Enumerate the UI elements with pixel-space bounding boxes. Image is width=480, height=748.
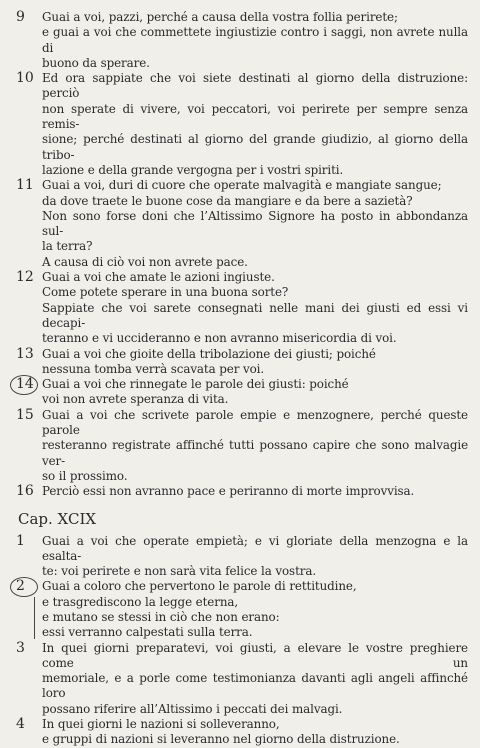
verse-line: In quei giorni preparatevi, voi giusti, a elevare le vostre preghiere come un xyxy=(42,640,468,670)
verse-line: e guai a voi che commettete ingiustizie contro i saggi, non avrete nulla di xyxy=(42,25,468,55)
verse-line: non sperate di vivere, voi peccatori, voi perirete per sempre senza remis- xyxy=(42,101,468,132)
verse-13 xyxy=(16,347,468,378)
verse-line: la terra? xyxy=(42,239,93,254)
verse-line: e trasgrediscono la legge eterna, xyxy=(42,594,239,609)
verse-line: Guai a voi che operate empietà; e vi gloriate della menzogna e la esalta- xyxy=(42,533,468,563)
verse-line: Guai a voi, pazzi, perché a causa della vostra follia perirete; xyxy=(42,10,398,24)
verse-number: 13 xyxy=(16,345,34,362)
verse-line: sione; perché destinati al giorno del grande giudizio, al giorno della tribo- xyxy=(42,132,468,162)
verse-line: Guai a voi che rinnegate le parole dei giusti: poiché xyxy=(42,377,349,392)
verse-line: nessuna tomba verrà scavata per voi. xyxy=(42,361,265,376)
verse-3 xyxy=(16,641,468,717)
chapter-title: Cap. XCIX xyxy=(18,509,97,528)
verse-9 xyxy=(16,10,468,71)
verse-number: 1 xyxy=(16,532,25,549)
verse-line: Guai a coloro che pervertono le parole di rettitudine, xyxy=(42,579,357,594)
verse-line: lazione e della grande vergogna per i vostri spiriti. xyxy=(42,162,344,177)
verse-1 xyxy=(16,534,468,580)
verse-14 xyxy=(16,377,468,408)
verse-line: Sappiate che voi sarete consegnati nelle mani dei giusti ed essi vi decapi- xyxy=(42,300,468,330)
verse-15 xyxy=(16,408,468,484)
verse-line: Come potete sperare in una buona sorte? xyxy=(42,285,289,300)
verse-line: Ed ora sappiate che voi siete destinati al giorno della distruzione: perciò xyxy=(42,71,468,101)
verse-line: memoriale, e a porle come testimonianza davanti agli angeli affinché loro xyxy=(42,671,468,701)
verse-line: Non sono forse doni che l’Altissimo Signore ha posto in abbondanza sul- xyxy=(42,208,468,239)
verse-11 xyxy=(16,178,468,270)
verse-line: Guai a voi che gioite della tribolazione dei giusti; poiché xyxy=(42,346,376,361)
verse-number: 9 xyxy=(16,9,25,25)
margin-bracket xyxy=(34,597,38,639)
verse-line: te: voi perirete e non sarà vita felice la vostra. xyxy=(42,564,316,579)
verse-line: resteranno registrate affinché tutti possano capire che sono malvagie ver- xyxy=(42,438,468,468)
verse-4 xyxy=(16,717,468,748)
verse-number-circled: 2 xyxy=(16,579,42,640)
verse-line: Guai a voi che amate le azioni ingiuste. xyxy=(42,270,275,285)
verse-line: voi non avrete speranza di vita. xyxy=(42,392,229,407)
verse-line: possano riferire all’Altissimo i peccati dei malvagi. xyxy=(42,701,343,716)
verse-line: Guai a voi, duri di cuore che operate malvagità e mangiate sangue; xyxy=(42,178,442,193)
verse-line: so il prossimo. xyxy=(42,468,128,483)
verse-line: e mutano se stessi in ciò che non erano: xyxy=(42,609,280,624)
verse-number: 3 xyxy=(16,639,25,656)
verse-16 xyxy=(16,484,468,499)
verse-line: da dove traete le buone cose da mangiare e da bere a sazietà? xyxy=(42,193,413,208)
verse-12 xyxy=(16,270,468,346)
verse-line: Guai a voi che scrivete parole empie e menzognere, perché queste parole xyxy=(42,407,468,438)
verse-line: Perciò essi non avranno pace e periranno di morte improvvisa. xyxy=(42,484,415,499)
verse-line: buono da sperare. xyxy=(42,55,150,70)
verse-number: 10 xyxy=(16,70,34,87)
verse-number: 16 xyxy=(16,483,34,500)
verse-line: e gruppi di nazioni si leveranno nel giorno della distruzione. xyxy=(42,732,400,747)
verse-number: 15 xyxy=(16,406,34,423)
verse-line: A causa di ciò voi non avrete pace. xyxy=(42,254,248,269)
verse-2 xyxy=(16,579,468,640)
verse-line: essi verranno calpestati sulla terra. xyxy=(42,625,253,640)
verse-number: 12 xyxy=(16,269,34,286)
verse-line: teranno e vi uccideranno e non avranno misericordia di voi. xyxy=(42,331,397,346)
verse-line: In quei giorni le nazioni si solleveranno, xyxy=(42,717,280,732)
verse-number-circled: 14 xyxy=(16,377,42,408)
verse-number: 4 xyxy=(16,716,25,733)
verse-number: 11 xyxy=(16,177,34,194)
verse-10 xyxy=(16,71,468,178)
